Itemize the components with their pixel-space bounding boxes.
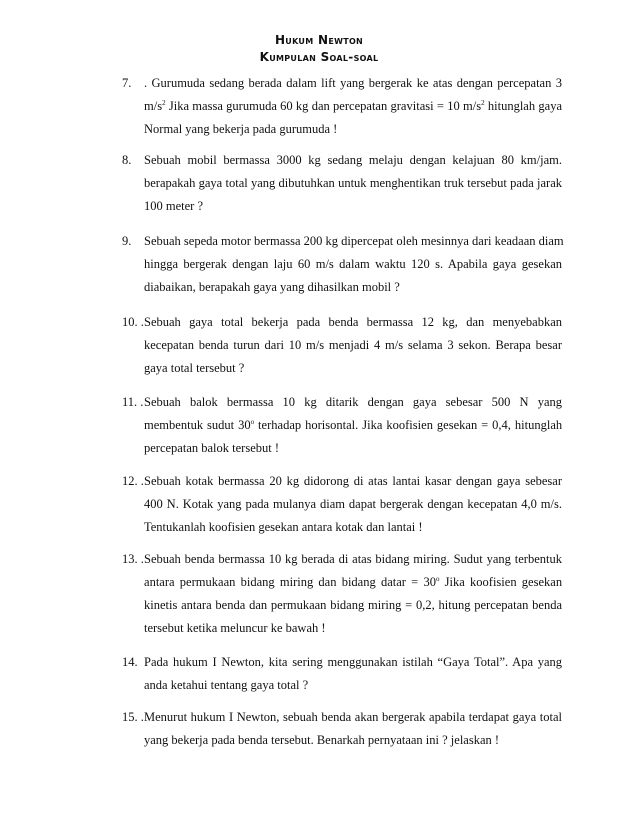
question-number: 14.	[122, 655, 138, 669]
question-line: Sebuah benda bermassa 10 kg berada di atas bidang miring. Sudut yang terbentuk	[144, 552, 562, 566]
question-line: Sebuah gaya total bekerja pada benda bermassa 12 kg, dan menyebabkan	[144, 315, 562, 329]
question-line: diabaikan, berapakah gaya yang dihasilkan mobil ?	[144, 280, 400, 294]
question-line: Sebuah kotak bermassa 20 kg didorong di atas lantai kasar dengan gaya sebesar	[144, 474, 562, 488]
question-number: 13. .	[122, 552, 144, 566]
question-line: gaya total tersebut ?	[144, 361, 245, 375]
question-number: 9.	[122, 234, 132, 248]
question-line: Sebuah balok bermassa 10 kg ditarik dengan gaya sebesar 500 N yang	[144, 395, 562, 409]
question-line: 100 meter ?	[144, 199, 204, 213]
question-line: percepatan balok tersebut !	[144, 441, 280, 455]
document-title: Hukum Newton	[274, 33, 364, 47]
question-line: Sebuah mobil bermassa 3000 kg sedang melaju dengan kelajuan 80 km/jam.	[144, 153, 562, 167]
question-line: kecepatan benda turun dari 10 m/s menjadi 4 m/s selama 3 sekon. Berapa besar	[144, 338, 562, 352]
question-line: Pada hukum I Newton, kita sering menggunakan istilah “Gaya Total”. Apa yang	[144, 655, 562, 669]
question-line: anda ketahui tentang gaya total ?	[144, 678, 309, 692]
document-subtitle: Kumpulan Soal-soal	[259, 50, 379, 64]
question-line: Normal yang bekerja pada gurumuda !	[144, 122, 338, 136]
question-line: $m/s^2$ Jika massa gurumuda 60 kg dan percepatan gravitasi = 10 $m/s^2$ hitunglah gaya	[144, 99, 562, 113]
question-number: 8.	[122, 153, 132, 167]
question-number: 15. .	[122, 710, 144, 724]
question-line: Sebuah sepeda motor bermassa 200 kg dipercepat oleh mesinnya dari keadaan diam	[144, 234, 564, 248]
question-line: tersebut ketika meluncur ke bawah !	[144, 621, 326, 635]
question-number: 10. .	[122, 315, 144, 329]
question-line: yang bekerja pada benda tersebut. Benarkah pernyataan ini ? jelaskan !	[144, 733, 500, 747]
question-line: . Gurumuda sedang berada dalam lift yang bergerak ke atas dengan percepatan 3	[144, 76, 562, 90]
question-number: 11. .	[122, 395, 144, 409]
question-line: hingga bergerak dengan laju 60 m/s dalam waktu 120 s. Apabila gaya gesekan	[144, 257, 562, 271]
question-line: membentuk sudut 30$^o$ terhadap horisontal. Jika koofisien gesekan = 0,4, hitunglah	[144, 418, 563, 432]
question-line: berapakah gaya total yang dibutuhkan untuk menghentikan truk tersebut pada jarak	[144, 176, 562, 190]
question-line: antara permukaan bidang miring dan bidang datar = 30$^o$ Jika koofisien gesekan	[144, 575, 563, 589]
question-line: 400 N. Kotak yang pada mulanya diam dapat bergerak dengan kecepatan 4,0 m/s.	[144, 497, 562, 511]
question-line: Menurut hukum I Newton, sebuah benda akan bergerak apabila terdapat gaya total	[144, 710, 562, 724]
question-line: Tentukanlah koofisien gesekan antara kotak dan lantai !	[144, 520, 423, 534]
question-line: kinetis antara benda dan permukaan bidang miring = 0,2, hitung percepatan benda	[144, 598, 562, 612]
question-number: 7.	[122, 76, 132, 90]
question-number: 12. .	[122, 474, 144, 488]
